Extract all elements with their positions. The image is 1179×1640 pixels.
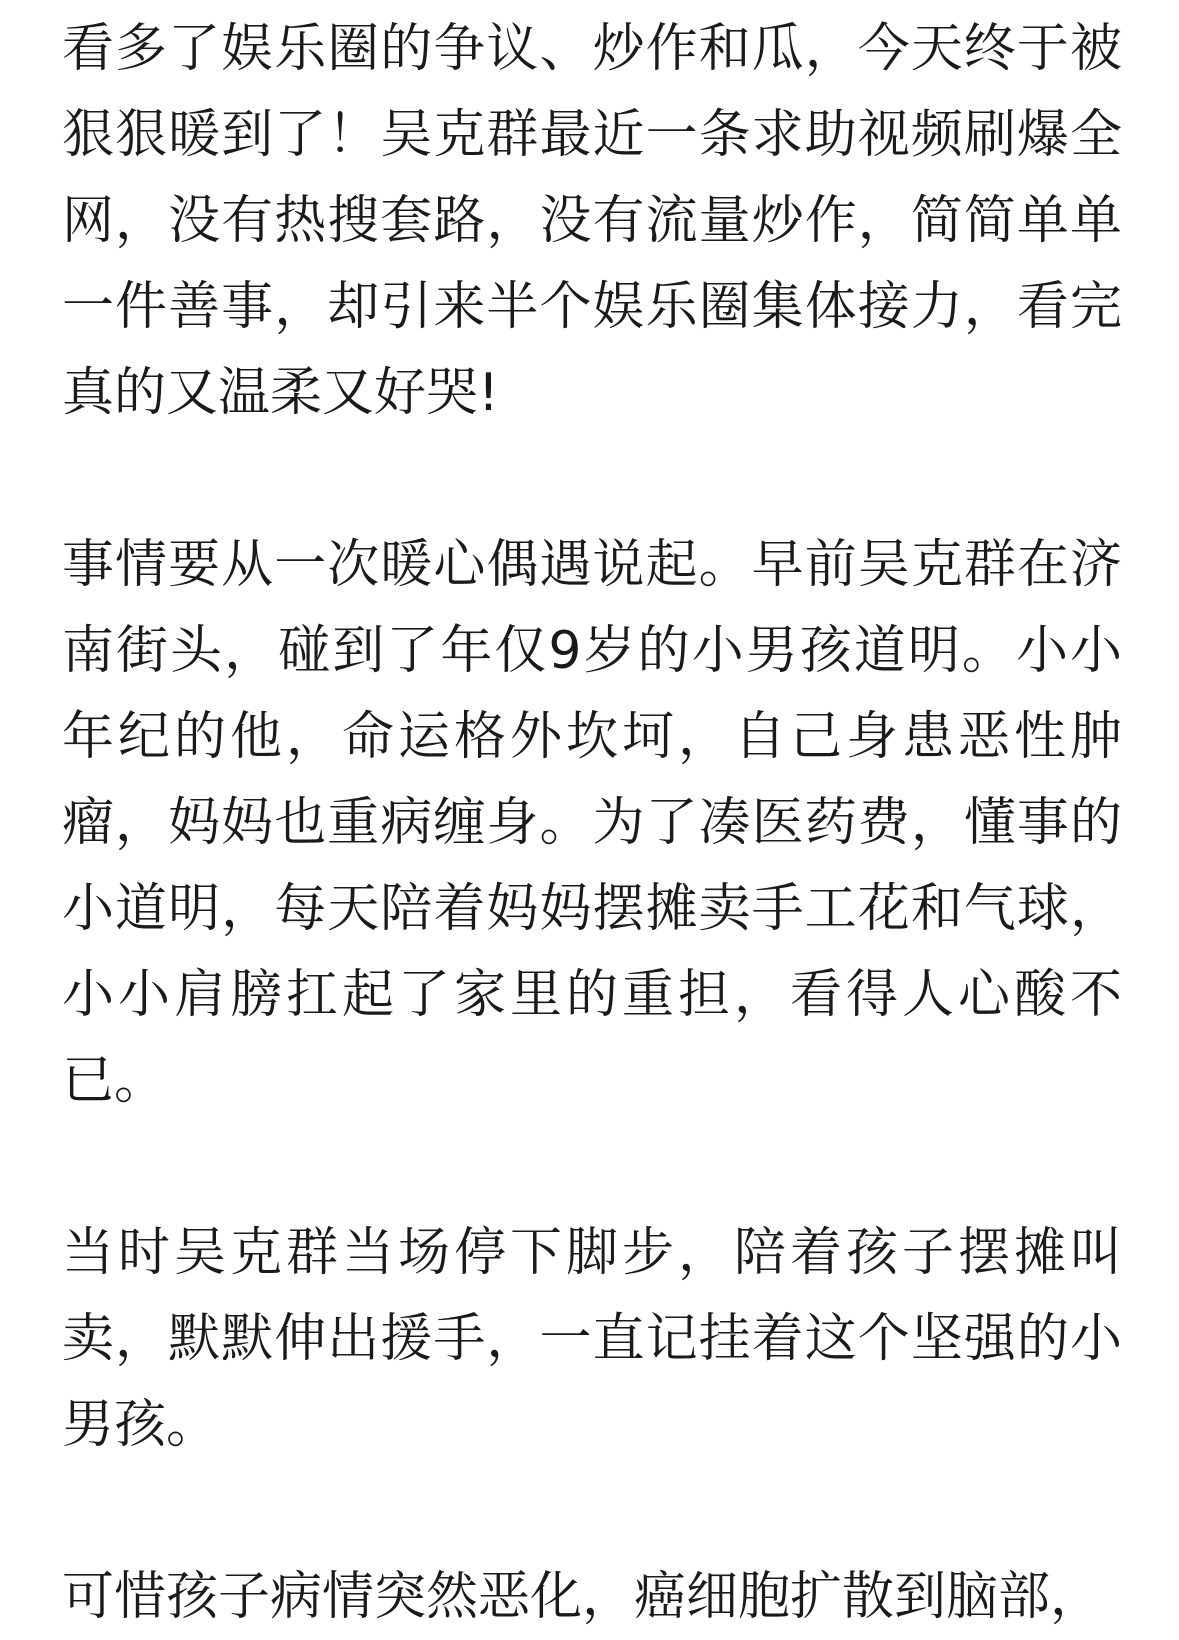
paragraph-intro: 看多了娱乐圈的争议、炒作和瓜，今天终于被狠狠暖到了！吴克群最近一条求助视频刷爆全网，没有热搜套路，没有流量炒作，简简单单一件善事，却引来半个娱乐圈集体接力，看完真的又温柔又好哭!: [62, 19, 1122, 423]
paragraph-illness: 可惜孩子病情突然恶化，癌细胞扩散到脑部，: [62, 1567, 1103, 1627]
article-body: [62, 6, 1122, 1640]
paragraph-help: 当时吴克群当场停下脚步，陪着孩子摆摊叫卖，默默伸出援手，一直记挂着这个坚强的小男孩。: [62, 1223, 1122, 1455]
paragraph-encounter: 事情要从一次暖心偶遇说起。早前吴克群在济南街头，碰到了年仅9岁的小男孩道明。小小年纪的他，命运格外坎坷，自己身患恶性肿瘤，妈妈也重病缠身。为了凑医药费，懂事的小道明，每天陪着妈妈摆摊卖手工花和气球，小小肩膀扛起了家里的重担，看得人心酸不已。: [62, 535, 1122, 1111]
